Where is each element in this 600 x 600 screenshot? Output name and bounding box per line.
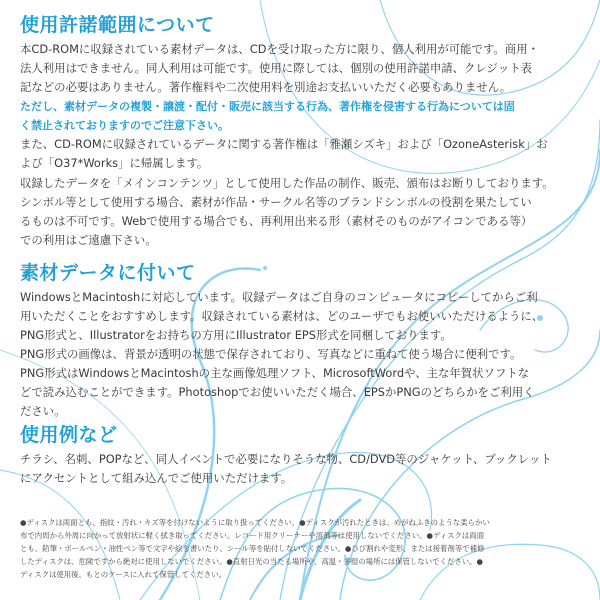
- material-data-line: PNG形式と、Illustratorをお持ちの方用にIllustrator EPS形式を同梱しております。: [20, 328, 452, 342]
- usage-terms-line: での利用はご遠慮下さい。: [20, 233, 157, 247]
- usage-terms-line: シンボル等として使用する場合、素材が作品・サークル名等のブランドシンボルの役割を果たしてい: [20, 195, 532, 209]
- material-data-line: PNG形式の画像は、背景が透明の状態で保存されており、写真などに重ねて使う場合に便利です。: [20, 347, 522, 361]
- disc-note-line: とも、鉛筆・ボールペン・油性ペン等で文字や絵を書いたり、シール等を貼付しないでください。●ひび割れや変形、または接着剤等で補修: [20, 544, 485, 553]
- material-data-line: PNG形式はWindowsとMacintoshの主な画像処理ソフト、MicrosoftWordや、主な年賀状ソフトな: [20, 366, 530, 380]
- material-data-line: ださい。: [20, 404, 66, 418]
- usage-terms-line: 収録したデータを「メインコンテンツ」として使用した作品の制作、販売、頒布はお断りしております。: [20, 176, 554, 190]
- material-data-line: WindowsとMacintoshに対応しています。収録データはご自身のコンピュータにコピーしてからご利: [20, 290, 538, 304]
- material-data-line: 用いただくことをおすすめします。収録されている素材は、どのユーザでもお使いいただけるように、: [20, 309, 544, 323]
- material-data-line: どで読み込むことができます。Photoshopでお使いいただく場合、EPSかPNGのどちらかをご利用く: [20, 385, 535, 399]
- disc-note-line: ディスクは使用後、もとのケースに入れて保管してください。: [20, 570, 226, 579]
- usage-warning-line: く禁止されておりますのでご注意下さい。: [20, 119, 229, 132]
- usage-terms-line: 法人利用はできません。同人利用は可能です。使用に際しては、個別の使用許諾申請、クレジット表: [20, 61, 533, 75]
- disc-note-line: 布で内周から外周に向かって放射状に軽く拭き取ってください。レコード用クリーナーや溶剤等は使用しないでください。●ディスクは両面: [20, 531, 485, 540]
- disc-note-line: したディスクは、危険ですから絶対に使用しないでください。●直射日光の当たる場所や、高温・多湿の場所には保管しないでください。●: [20, 557, 483, 566]
- usage-terms-line: 記などの必要はありません。著作権料や二次使用料を別途お支払いいただく必要もありません。: [20, 80, 512, 94]
- disc-note-line: ●ディスクは両面とも、指紋・汚れ・キズ等を付けないように取り扱ってください。●ディスクが汚れたときは、めがねふきのような柔らかい: [20, 518, 490, 527]
- examples-line: にアクセントとして組み込んでご使用いただけます。: [20, 471, 293, 485]
- examples-line: チラシ、名刺、POPなど、同人イベントで必要になりそうな物、CD/DVD等のジャケット、ブックレット: [20, 452, 552, 466]
- section-title-usage-terms: 使用許諾範囲について: [20, 14, 215, 36]
- usage-terms-line: 本CD-ROMに収録されている素材データは、CDを受け取った方に限り、個人利用が可能です。商用・: [20, 42, 539, 56]
- section-title-examples: 使用例など: [20, 424, 118, 446]
- usage-warning-line: ただし、素材データの複製・譲渡・配付・販売に該当する行為、著作権を侵害する行為については固: [20, 100, 515, 113]
- section-title-material-data: 素材データに付いて: [20, 262, 196, 284]
- usage-terms-line: また、CD-ROMに収録されているデータに関する著作権は「雅瀬シズキ」および「OzoneAsterisk」お: [20, 137, 548, 151]
- usage-terms-line: るものは不可です。Webで使用する場合でも、再利用出来る形（素材そのものがアイコンである等）: [20, 214, 533, 228]
- usage-terms-line: よび「O37*Works」に帰属します。: [20, 156, 209, 170]
